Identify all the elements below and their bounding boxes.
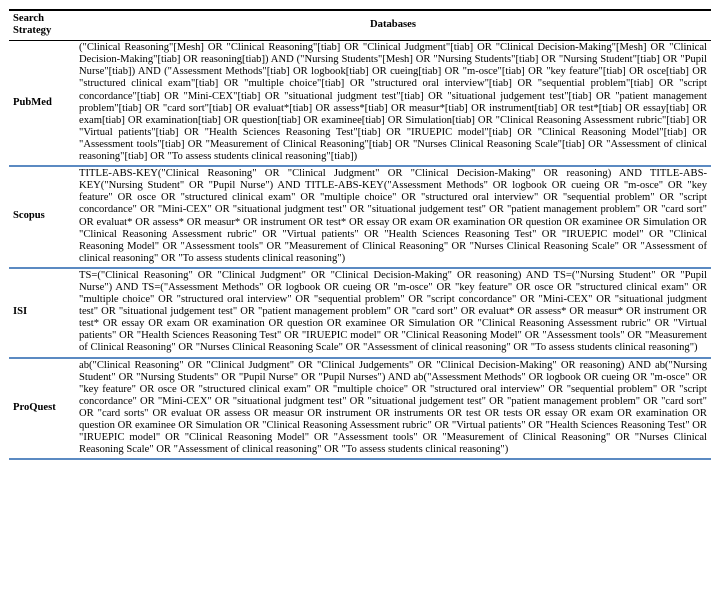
table-row-pubmed — [9, 41, 711, 166]
table-row-isi — [9, 268, 711, 358]
header-databases: Databases — [75, 10, 711, 41]
table-row-proquest — [9, 358, 711, 460]
table-row-scopus — [9, 166, 711, 268]
query-cell: ("Clinical Reasoning"[Mesh] OR "Clinical Reasoning"[tiab] OR "Clinical Judgment"[tiab] OR "Clinical Decision-Making"[Mesh] OR "Clinical Decision-Making"[tiab] OR reasoning[tiab]) AND ("Nursing Students"[Mesh] OR "Nursing Students"[tiab] OR "Nursing Student"[tiab] OR "Pupil Nurse"[tiab]) AND ("Assessment Methods"[tiab] OR logbook[tiab] OR cueing[tiab] OR "m-osce"[tiab] OR "key feature"[tiab] OR osce[tiab] OR "structured clinical exam"[tiab] OR "multiple choice"[tiab] OR "structured oral interview"[tiab] OR "sequential problem"[tiab] OR "script concordance"[tiab] OR "Mini-CEX"[tiab] OR "situational judgment test"[tiab] OR "situational judgement test"[tiab] OR "patient management problem"[tiab] OR "card sort"[tiab] OR evaluat*[tiab] OR assess*[tiab] OR measur*[tiab] OR instrument[tiab] OR test*[tiab] OR essay[tiab] OR exam[tiab] OR examination[tiab] OR question[tiab] OR examinee[tiab] OR Simulation[tiab] OR "Clinical Reasoning Assessment rubric"[tiab] OR "Virtual patients"[tiab] OR "Health Sciences Reasoning Test"[tiab] OR "IRUEPIC model"[tiab] OR "Clinical Reasoning Model"[tiab] OR "Assessment tools"[tiab] OR "Measurement of Clinical Reasoning"[tiab] OR "Nurses Clinical Reasoning Scale"[tiab] OR "Assessment of clinical reasoning"[tiab] OR "To assess students clinical reasoning"[tiab]) — [75, 41, 711, 166]
strategy-cell: PubMed — [9, 41, 75, 166]
query-cell: TS=("Clinical Reasoning" OR "Clinical Judgment" OR "Clinical Decision-Making" OR reasoning) AND TS=("Nursing Student" OR "Pupil Nurse") AND TS=("Assessment Methods" OR logbook OR cueing OR "m-osce" OR "key feature" OR osce OR "structured clinical exam" OR "multiple choice" OR "structured oral interview" OR "sequential problem" OR "script concordance" OR "Mini-CEX" OR "situational judgment test" OR "situational judgement test" OR "patient management problem" OR "card sort" OR evaluat* OR assess* OR measur* OR instrument OR test* OR essay OR exam OR examination OR question OR examinee OR Simulation OR "Clinical Reasoning Assessment rubric" OR "Virtual patients" OR "Health Sciences Reasoning Test" OR "IRUEPIC model" OR "Clinical Reasoning Model" OR "Assessment tools" OR "Measurement of Clinical Reasoning" OR "Nurses Clinical Reasoning Scale" OR "Assessment of clinical reasoning" OR "To assess students clinical reasoning") — [75, 268, 711, 358]
header-search-strategy: Search Strategy — [9, 10, 75, 41]
table-header-row — [9, 10, 711, 41]
query-cell: ab("Clinical Reasoning" OR "Clinical Judgment" OR "Clinical Judgements" OR "Clinical Decision-Making" OR reasoning) AND ab("Nursing Student" OR "Nursing Students" OR "Pupil Nurse" OR "Pupil Nurses") AND ab("Assessment Methods" OR logbook OR cueing OR "m-osce" OR "key feature" OR osce OR "structured clinical exam" OR "multiple choice" OR "structured oral interview" OR "sequential problem" OR "script concordance" OR "Mini-CEX" OR "situational judgment test" OR "situational judgement test" OR "patient management problem" OR "card sort" OR "card sorts" OR evaluat OR assess OR measur OR instrument OR instruments OR test OR tests OR essay OR exam OR examination OR question OR examinee OR Simulation OR "Clinical Reasoning Assessment rubric" OR "Virtual patients" OR "Health Sciences Reasoning Test" OR "IRUEPIC model" OR "Clinical Reasoning Model" OR "Assessment tools" OR "Measurement of Clinical Reasoning" OR "Nurses Clinical Reasoning Scale" OR "Assessment of clinical reasoning" OR "To assess students clinical reasoning") — [75, 358, 711, 460]
search-strategy-table — [9, 9, 711, 460]
strategy-cell: ISI — [9, 268, 75, 358]
query-cell: TITLE-ABS-KEY("Clinical Reasoning" OR "Clinical Judgment" OR "Clinical Decision-Making" OR reasoning) AND TITLE-ABS-KEY("Nursing Student" OR "Pupil Nurse") AND TITLE-ABS-KEY("Assessment Methods" OR logbook OR cueing OR "m-osce" OR "key feature" OR osce OR "structured clinical exam" OR "multiple choice" OR "structured oral interview" OR "sequential problem" OR "script concordance" OR "Mini-CEX" OR "situational judgment test" OR "situational judgement test" OR "patient management problem" OR "card sort" OR evaluat* OR assess* OR measur* OR instrument OR test* OR essay OR exam OR examination OR question OR examinee OR Simulation OR "Clinical Reasoning Assessment rubric" OR "Virtual patients" OR "Health Sciences Reasoning Test" OR "IRUEPIC model" OR "Clinical Reasoning Model" OR "Assessment tools" OR "Measurement of Clinical Reasoning" OR "Nurses Clinical Reasoning Scale" OR "Assessment of clinical reasoning" OR "To assess students clinical reasoning") — [75, 166, 711, 268]
strategy-cell: ProQuest — [9, 358, 75, 460]
strategy-cell: Scopus — [9, 166, 75, 268]
